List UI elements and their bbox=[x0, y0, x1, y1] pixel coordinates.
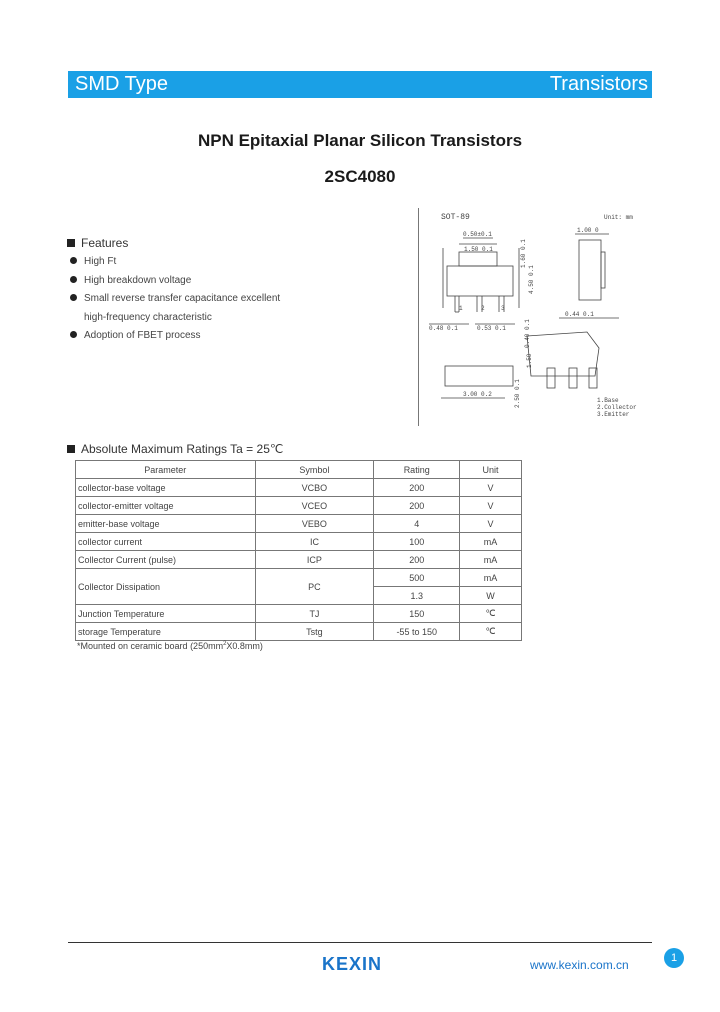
rating-cell: 500 bbox=[374, 569, 460, 587]
dim-label: 1.60 0.1 bbox=[520, 239, 527, 268]
part-number: 2SC4080 bbox=[324, 167, 396, 186]
column-header: Unit bbox=[460, 461, 522, 479]
dim-label: 0.48 0.1 bbox=[429, 325, 458, 332]
symbol-cell: VCEO bbox=[255, 497, 374, 515]
symbol-cell: IC bbox=[255, 533, 374, 551]
pin-legend: 2.Collector bbox=[597, 404, 637, 411]
param-cell: Collector Current (pulse) bbox=[76, 551, 256, 569]
features-heading bbox=[67, 236, 128, 250]
symbol-cell: Tstg bbox=[255, 623, 374, 641]
footnote-text-end: X0.8mm) bbox=[226, 641, 263, 651]
table-row bbox=[76, 533, 522, 551]
dim-label: 3.00 0.2 bbox=[463, 391, 492, 398]
rating-cell: 150 bbox=[374, 605, 460, 623]
symbol-cell: VCBO bbox=[255, 479, 374, 497]
param-cell: storage Temperature bbox=[76, 623, 256, 641]
bullet-icon bbox=[70, 276, 77, 283]
column-header: Symbol bbox=[255, 461, 374, 479]
feature-text: High breakdown voltage bbox=[84, 275, 192, 286]
pin-number: 2 bbox=[481, 305, 485, 312]
dim-label: 2.50 0.1 bbox=[514, 379, 521, 408]
symbol-cell: ICP bbox=[255, 551, 374, 569]
rating-cell: 1.3 bbox=[374, 587, 460, 605]
unit-cell: mA bbox=[460, 569, 522, 587]
package-name: SOT-89 bbox=[441, 213, 470, 222]
footnote-text: *Mounted on ceramic board (250mm bbox=[77, 641, 224, 651]
column-header: Parameter bbox=[76, 461, 256, 479]
rating-cell: 200 bbox=[374, 551, 460, 569]
unit-cell: mA bbox=[460, 551, 522, 569]
feature-continuation: high-frequency characteristic bbox=[84, 312, 212, 323]
table-row bbox=[76, 605, 522, 623]
pin-legend: 3.Emitter bbox=[597, 411, 630, 418]
rating-cell: 200 bbox=[374, 479, 460, 497]
unit-cell: mA bbox=[460, 533, 522, 551]
bullet-icon bbox=[70, 294, 77, 301]
symbol-cell: TJ bbox=[255, 605, 374, 623]
features-heading-text: Features bbox=[81, 236, 129, 250]
kexin-logo: KEXIN bbox=[322, 954, 383, 974]
rating-cell: 100 bbox=[374, 533, 460, 551]
feature-item bbox=[70, 330, 201, 341]
unit-cell: W bbox=[460, 587, 522, 605]
ratings-heading-text: Absolute Maximum Ratings Ta = 25℃ bbox=[81, 442, 284, 456]
pin-number: 3 bbox=[501, 305, 505, 312]
dim-label: 0.50±0.1 bbox=[463, 231, 492, 238]
dim-label: 0.53 0.1 bbox=[477, 325, 506, 332]
dim-label: 0.40 0.1 bbox=[524, 319, 531, 348]
unit-label: Unit: mm bbox=[604, 214, 633, 221]
bullet-icon bbox=[70, 331, 77, 338]
square-bullet-icon bbox=[67, 445, 75, 453]
ratings-table bbox=[75, 460, 522, 641]
page-title: NPN Epitaxial Planar Silicon Transistors bbox=[197, 131, 523, 150]
table-row bbox=[76, 569, 522, 587]
param-cell: collector-emitter voltage bbox=[76, 497, 256, 515]
dim-label: 1.50 0.1 bbox=[464, 246, 493, 253]
param-cell: emitter-base voltage bbox=[76, 515, 256, 533]
symbol-cell: PC bbox=[255, 569, 374, 605]
unit-cell: V bbox=[460, 515, 522, 533]
feature-text: Small reverse transfer capacitance excellent bbox=[84, 293, 281, 304]
dim-label: 4.50 0.1 bbox=[528, 265, 535, 294]
table-row bbox=[76, 497, 522, 515]
bullet-icon bbox=[70, 257, 77, 264]
dim-label: 1.50 bbox=[526, 353, 533, 368]
param-cell: Junction Temperature bbox=[76, 605, 256, 623]
table-row bbox=[76, 515, 522, 533]
dim-label: 1.00 0 bbox=[577, 227, 599, 234]
website-url[interactable]: www.kexin.com.cn bbox=[530, 958, 629, 972]
unit-cell: ℃ bbox=[460, 605, 522, 623]
footnote bbox=[77, 641, 263, 651]
footnote-superscript: 2 bbox=[223, 641, 227, 647]
param-cell: collector current bbox=[76, 533, 256, 551]
pin-number: 1 bbox=[459, 305, 463, 312]
package-drawing bbox=[418, 208, 648, 426]
package-outline-svg bbox=[419, 208, 649, 426]
footer-divider bbox=[68, 942, 652, 943]
header-banner bbox=[68, 71, 652, 98]
ratings-heading bbox=[67, 442, 283, 456]
header-product-type: Transistors bbox=[549, 73, 648, 95]
rating-cell: 200 bbox=[374, 497, 460, 515]
feature-text: High Ft bbox=[84, 256, 117, 267]
column-header: Rating bbox=[374, 461, 460, 479]
param-cell: Collector Dissipation bbox=[76, 569, 256, 605]
table-row bbox=[76, 479, 522, 497]
unit-cell: V bbox=[460, 497, 522, 515]
unit-cell: V bbox=[460, 479, 522, 497]
feature-item bbox=[70, 293, 280, 304]
unit-cell: ℃ bbox=[460, 623, 522, 641]
symbol-cell: VEBO bbox=[255, 515, 374, 533]
square-bullet-icon bbox=[67, 239, 75, 247]
table-row bbox=[76, 623, 522, 641]
feature-text: Adoption of FBET process bbox=[84, 330, 201, 341]
table-row bbox=[76, 551, 522, 569]
table-header-row bbox=[76, 461, 522, 479]
rating-cell: -55 to 150 bbox=[374, 623, 460, 641]
rating-cell: 4 bbox=[374, 515, 460, 533]
dim-label: 0.44 0.1 bbox=[565, 311, 594, 318]
param-cell: collector-base voltage bbox=[76, 479, 256, 497]
feature-item bbox=[70, 256, 116, 267]
page-number-badge: 1 bbox=[664, 948, 684, 968]
feature-item bbox=[70, 275, 191, 286]
pin-legend: 1.Base bbox=[597, 397, 619, 404]
header-category: SMD Type bbox=[75, 73, 168, 95]
